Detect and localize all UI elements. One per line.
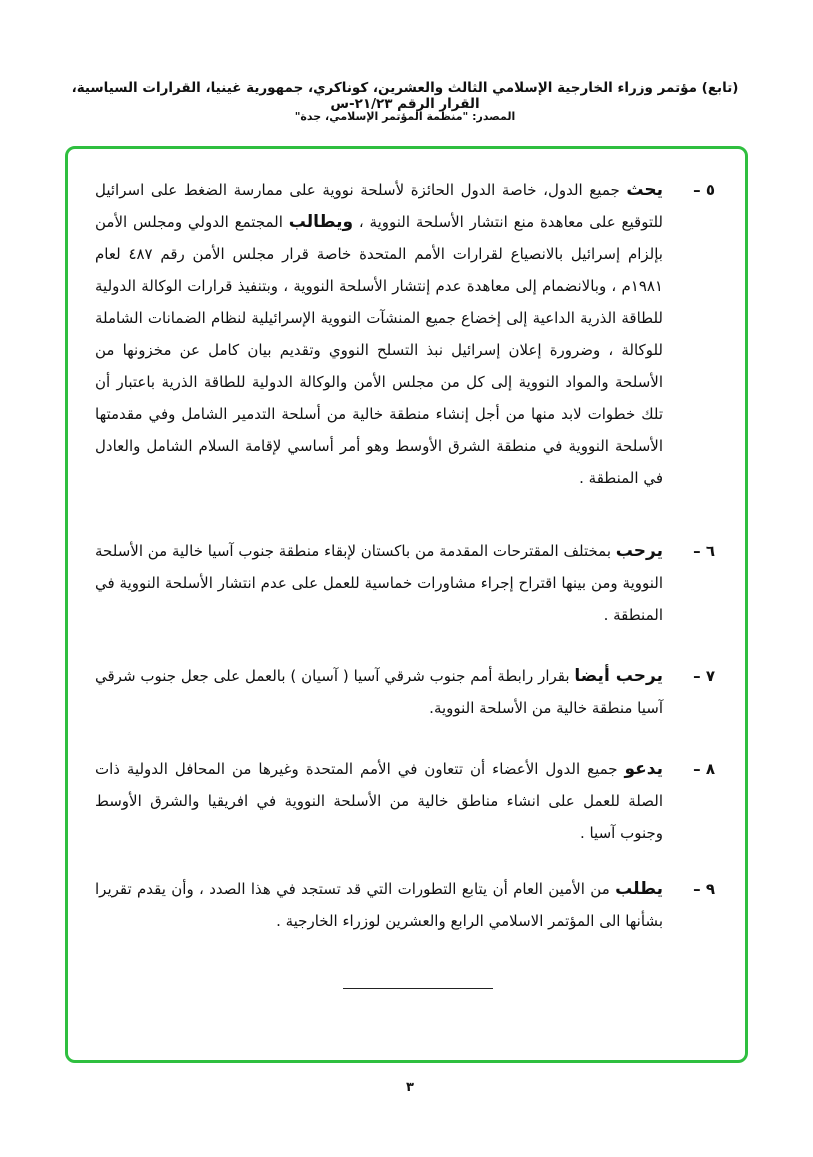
paragraph-keyword: يطلب [615, 879, 663, 899]
document-source: المصدر: "منظمة المؤتمر الإسلامي، جدة" [294, 110, 516, 123]
paragraph-7 [95, 660, 715, 724]
paragraph-body: المجتمع الدولي ومجلس الأمن بإلزام إسرائيل بالانصياع لقرارات الأمم المتحدة خاصة قرار مجلس الأمن رقم ٤٨٧ لعام ١٩٨١م ، وبالانضمام إلى معاهدة عدم إنتشار الأسلحة النووية ، وبتنفيذ قرارات الوكالة الدولية للطاقة الذرية الداعية إلى إخضاع جميع المنشآت النووية الإسرائيلية لنظام الضمانات الشاملة للوكالة ، وضرورة إعلان إسرائيل نبذ التسلح النووي وتقديم بيان كامل عن مخزونها من الأسلحة والمواد النووية إلى كل من مجلس الأمن والوكالة الدولية للطاقة الذرية باعتبار أن تلك خطوات لابد منها من أجل إنشاء منطقة خالية من أسلحة التدمير الشامل وفي مقدمتها الأسلحة النووية في منطقة الشرق الأوسط وهو أمر أساسي لإقامة السلام الشامل والعادل في المنطقة . [95, 213, 663, 487]
paragraph-keyword: ويطالب [288, 212, 354, 232]
paragraph-body: بقرار رابطة أمم جنوب شرقي آسيا ( آسيان ) بالعمل على جعل جنوب شرقي آسيا منطقة خالية من الأسلحة النووية. [95, 667, 663, 717]
paragraph-text [95, 174, 663, 494]
paragraph-keyword: يرحب [615, 541, 663, 561]
paragraph-text [95, 873, 663, 937]
end-separator-line [343, 988, 493, 989]
paragraph-text [95, 535, 663, 631]
paragraph-number: ٦ – [693, 542, 715, 560]
paragraph-body: جميع الدول، خاصة الدول الحائزة لأسلحة نووية على ممارسة الضغط على اسرائيل للتوقيع على معاهدة منع انتشار الأسلحة النووية ، [95, 181, 664, 231]
document-header-title: (تابع) مؤتمر وزراء الخارجية الإسلامي الثالث والعشرين، كوناكري، جمهورية غينيا، القرارات السياسية، القرار الرقم ٢١/٢٣-س [71, 80, 739, 112]
paragraph-keyword: يرحب أيضا [574, 666, 663, 686]
paragraph-body: بمختلف المقترحات المقدمة من باكستان لإبقاء منطقة جنوب آسيا خالية من الأسلحة النووية ومن بينها اقتراح إجراء مشاورات خماسية للعمل على عدم انتشار الأسلحة النووية في المنطقة . [95, 542, 663, 624]
paragraph-8 [95, 753, 715, 849]
paragraph-9 [95, 873, 715, 937]
paragraph-number: ٩ – [693, 880, 715, 898]
paragraph-6 [95, 535, 715, 631]
paragraph-body: من الأمين العام أن يتابع التطورات التي قد تستجد في هذا الصدد ، وأن يقدم تقريرا بشأنها الى المؤتمر الاسلامي الرابع والعشرين لوزراء الخارجية . [95, 880, 663, 930]
paragraph-keyword: يدعو [624, 759, 663, 779]
paragraph-number: ٨ – [693, 760, 715, 778]
paragraph-text [95, 660, 663, 724]
page-number: ٣ [406, 1080, 414, 1095]
paragraph-keyword: يحث [626, 180, 663, 200]
paragraph-number: ٥ – [693, 181, 715, 199]
paragraph-number: ٧ – [693, 667, 715, 685]
paragraph-5 [95, 174, 715, 494]
paragraph-text [95, 753, 663, 849]
paragraph-body: جميع الدول الأعضاء أن تتعاون في الأمم المتحدة وغيرها من المحافل الدولية ذات الصلة للعمل على انشاء مناطق خالية من الأسلحة النووية في افريقيا والشرق الأوسط وجنوب آسيا . [95, 760, 663, 842]
